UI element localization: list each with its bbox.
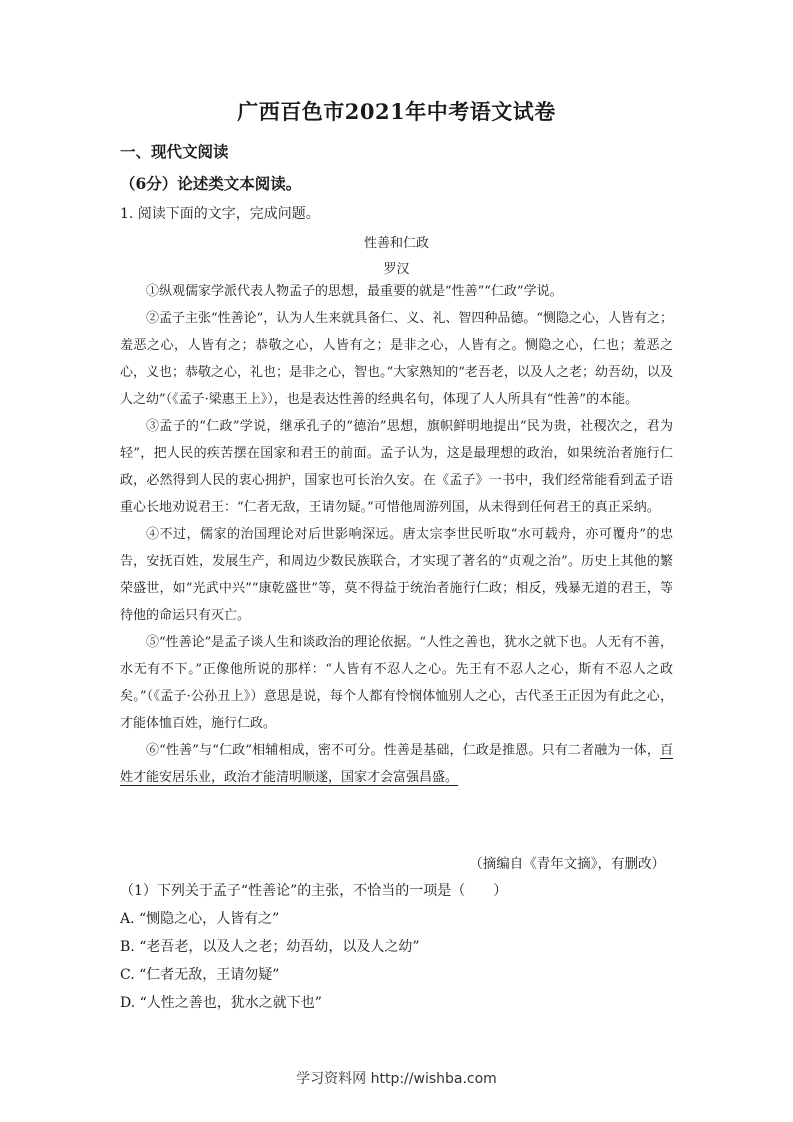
article-author: 罗汉 [383,262,410,277]
paragraph-3: ③孟子的“仁政”学说，继承孔子的“德治”思想，旗帜鲜明地提出“民为贵，社稷次之，君为轻”，把人民的疾苦摆在国家和君王的前面。孟子认为，这是最理想的政治，如果统治者施行仁政，必然得到人民的衷心拥护，国家也可长治久安。在《孟子》一书中，我们经常能看到孟子语重心长地劝说君王：“仁者无敌，王请勿疑。”可惜他周游列国，从未得到任何君王的真正采纳。 [120,419,673,515]
article-source: （摘编自《青年文摘》，有删改） [469,856,665,872]
exam-title: 广西百色市2021年中考语文试卷 [237,99,556,124]
page-footer: 学习资料网 http://wishba.com [296,1071,497,1087]
paragraph-2: ②孟子主张“性善论”，认为人生来就具备仁、义、礼、智四种品德。“恻隐之心，人皆有之；羞恶之心，人皆有之；恭敬之心，人皆有之；是非之心，人皆有之。恻隐之心，仁也；羞恶之心，义也；恭敬之心，礼也；是非之心，智也。”大家熟知的“老吾老，以及人之老；幼吾幼，以及人之幼”（《孟子·梁惠王上》），也是表达性善的经典名句，体现了人人所具有“性善”的本能。 [120,311,673,407]
paragraph-4: ④不过，儒家的治国理论对后世影响深远。唐太宗李世民听取“水可载舟，亦可覆舟”的忠告，安抚百姓，发展生产，和周边少数民族联合，才实现了著名的“贞观之治”。历史上其他的繁荣盛世，如“光武中兴”“康乾盛世”等，莫不得益于统治者施行仁政；相反，残暴无道的君王，等待他的命运只有灭亡。 [120,527,673,623]
article-body [120,278,673,791]
section-heading: 一、现代文阅读 [120,142,229,161]
subsection-heading: （6分）论述类文本阅读。 [120,174,302,193]
underlined-sentence: 百姓才能安居乐业，政治才能清明顺遂，国家才会富强昌盛。 [120,743,673,785]
option-b[interactable]: B. “老吾老，以及人之老；幼吾幼，以及人之幼” [120,939,420,955]
question-stem: （1）下列关于孟子“性善论”的主张，不恰当的一项是（ ） [120,883,508,899]
option-a[interactable]: A. “恻隐之心，人皆有之” [120,911,280,927]
instruction: 1. 阅读下面的文字，完成问题。 [120,206,320,222]
paragraph-5: ⑤“性善论”是孟子谈人生和谈政治的理论依据。“人性之善也，犹水之就下也。人无有不善，水无有不下。”正像他所说的那样：“人皆有不忍人之心。先王有不忍人之心，斯有不忍人之政矣。”（《孟子·公孙丑上》）意思是说，每个人都有怜悯体恤别人之心，古代圣王正因为有此之心，才能体恤百姓，施行仁政。 [120,635,673,731]
paragraph-6-text: ⑥“性善”与“仁政”相辅相成，密不可分。性善是基础，仁政是推恩。只有二者融为一体， [146,743,660,758]
paragraph-6 [120,737,673,791]
paragraph-1: ①纵观儒家学派代表人物孟子的思想，最重要的就是“性善”“仁政”学说。 [146,284,563,299]
article-title: 性善和仁政 [363,236,429,251]
option-d[interactable]: D. “人性之善也，犹水之就下也” [120,995,322,1011]
option-c[interactable]: C. “仁者无敌，王请勿疑” [120,967,280,983]
